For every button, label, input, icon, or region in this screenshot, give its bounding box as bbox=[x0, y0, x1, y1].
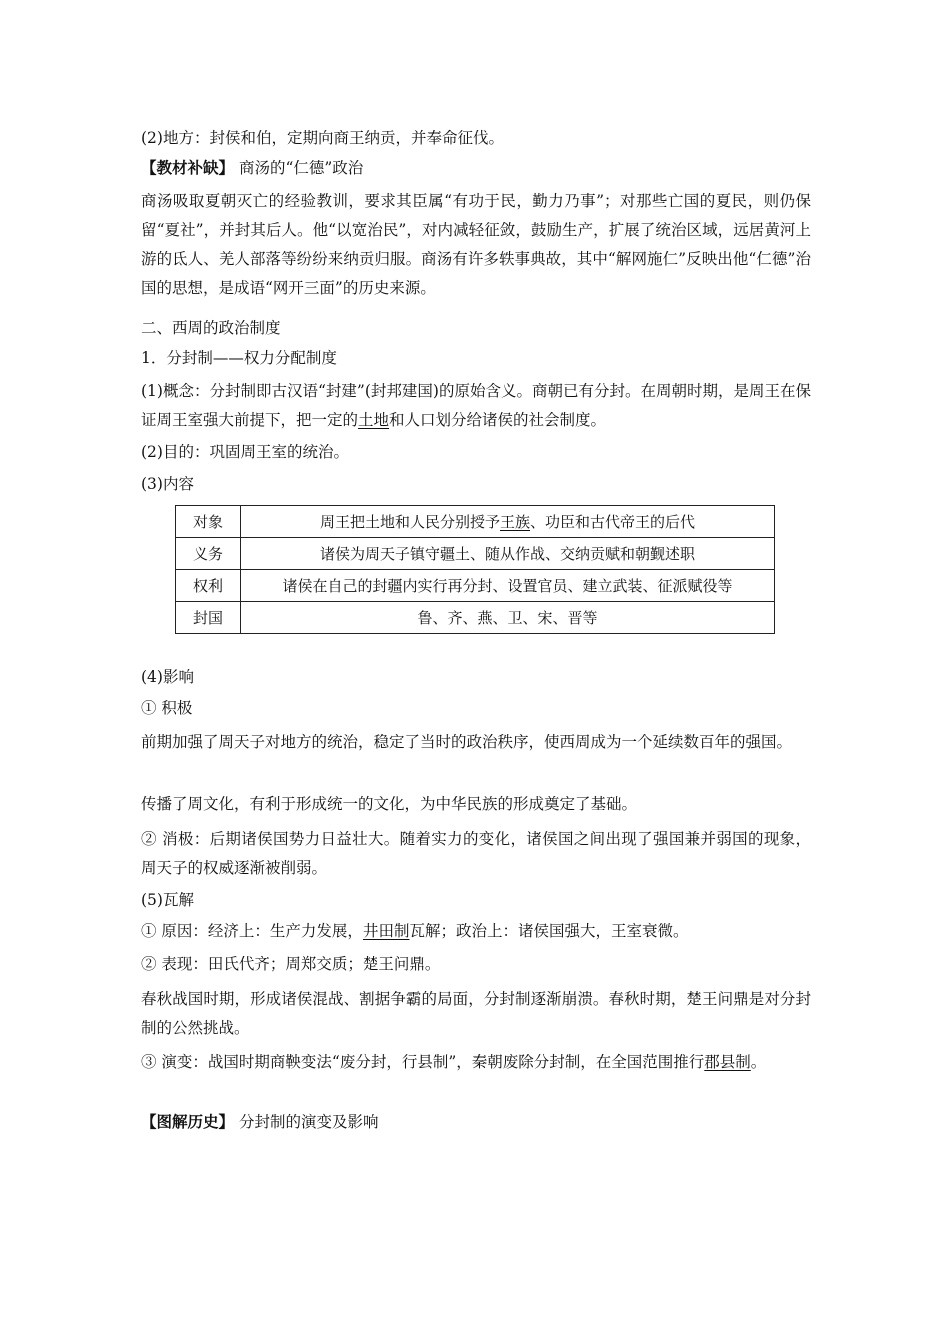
concept-paragraph bbox=[141, 377, 811, 435]
table-value-text: 、功臣和古代帝王的后代 bbox=[530, 513, 696, 531]
local-paragraph: (2)地方：封侯和伯，定期向商王纳贡，并奉命征伐。 bbox=[141, 129, 504, 147]
table-value: 诸侯在自己的封疆内实行再分封、设置官员、建立武装、征派赋役等 bbox=[241, 570, 775, 602]
positive-heading: ① 积极 bbox=[141, 699, 193, 717]
figure-heading bbox=[141, 1111, 811, 1133]
table-value bbox=[241, 506, 775, 538]
table-key: 对象 bbox=[176, 506, 241, 538]
cause-line bbox=[141, 920, 811, 942]
evolution-text-a: ③ 演变：战国时期商鞅变法“废分封，行县制”，秦朝废除分封制，在全国范围推行 bbox=[141, 1053, 705, 1071]
manifestation-line: ② 表现：田氏代齐；周郑交质；楚王问鼎。 bbox=[141, 955, 441, 973]
table-row bbox=[176, 506, 775, 538]
supplement-heading bbox=[141, 157, 811, 179]
table-value-text: 周王把土地和人民分别授予 bbox=[319, 513, 500, 531]
content-table bbox=[175, 505, 775, 634]
supplement-tag: 【教材补缺】 bbox=[141, 158, 235, 177]
table-key: 封国 bbox=[176, 602, 241, 634]
concept-underlined-term: 土地 bbox=[358, 411, 390, 429]
table-key: 权利 bbox=[176, 570, 241, 602]
table-key: 义务 bbox=[176, 538, 241, 570]
evolution-text-b: 。 bbox=[750, 1053, 767, 1071]
impact-heading: (4)影响 bbox=[141, 668, 194, 686]
table-row bbox=[176, 602, 775, 634]
negative-paragraph: ② 消极：后期诸侯国势力日益壮大。随着实力的变化，诸侯国之间出现了强国兼并弱国的现象，周天子的权威逐渐被削弱。 bbox=[141, 830, 811, 877]
table-row bbox=[176, 570, 775, 602]
supplement-body: 商汤吸取夏朝灭亡的经验教训，要求其臣属“有功于民，勤力乃事”；对那些亡国的夏民，则仍保留“夏社”，并封其后人。他“以宽治民”，对内减轻征敛，鼓励生产，扩展了统治区域，远居黄河上游的氐人、羌人部落等纷纷来纳贡归服。商汤有许多轶事典故，其中“解网施仁”反映出他“仁德”治国的思想，是成语“网开三面”的历史来源。 bbox=[141, 192, 811, 297]
spring-autumn-paragraph: 春秋战国时期，形成诸侯混战、割据争霸的局面，分封制逐渐崩溃。春秋时期，楚王问鼎是对分封制的公然挑战。 bbox=[141, 990, 811, 1037]
cause-text-b: 瓦解；政治上：诸侯国强大，王室衰微。 bbox=[409, 922, 689, 940]
evolution-underlined-term: 郡县制 bbox=[704, 1053, 751, 1071]
table-row bbox=[176, 538, 775, 570]
table-value: 鲁、齐、燕、卫、宋、晋等 bbox=[241, 602, 775, 634]
table-value: 诸侯为周天子镇守疆土、随从作战、交纳贡赋和朝觐述职 bbox=[241, 538, 775, 570]
positive-paragraph-2: 传播了周文化，有利于形成统一的文化，为中华民族的形成奠定了基础。 bbox=[141, 795, 638, 813]
concept-text-a: (1)概念：分封制即古汉语“封建”(封邦建国)的原始含义。商朝已有分封。在周朝时期，是周王在保证周王室强大前提下，把一定的 bbox=[141, 382, 811, 429]
positive-paragraph-1: 前期加强了周天子对地方的统治，稳定了当时的政治秩序，使西周成为一个延续数百年的强国。 bbox=[141, 733, 793, 751]
figure-tag: 【图解历史】 bbox=[141, 1112, 235, 1131]
content-line: (3)内容 bbox=[141, 475, 194, 493]
figure-title: 分封制的演变及影响 bbox=[238, 1113, 379, 1131]
cause-text-a: ① 原因：经济上：生产力发展， bbox=[141, 922, 363, 940]
subsection-heading: 1．分封制——权力分配制度 bbox=[141, 349, 337, 367]
section-heading: 二、西周的政治制度 bbox=[141, 319, 281, 337]
collapse-heading: (5)瓦解 bbox=[141, 891, 194, 909]
cause-underlined-term: 井田制 bbox=[362, 922, 410, 940]
table-underlined-term: 王族 bbox=[499, 513, 530, 531]
supplement-title: 商汤的“仁德”政治 bbox=[238, 159, 364, 177]
concept-text-b: 和人口划分给诸侯的社会制度。 bbox=[389, 411, 607, 429]
evolution-paragraph bbox=[141, 1048, 811, 1077]
purpose-line: (2)目的：巩固周王室的统治。 bbox=[141, 443, 349, 461]
